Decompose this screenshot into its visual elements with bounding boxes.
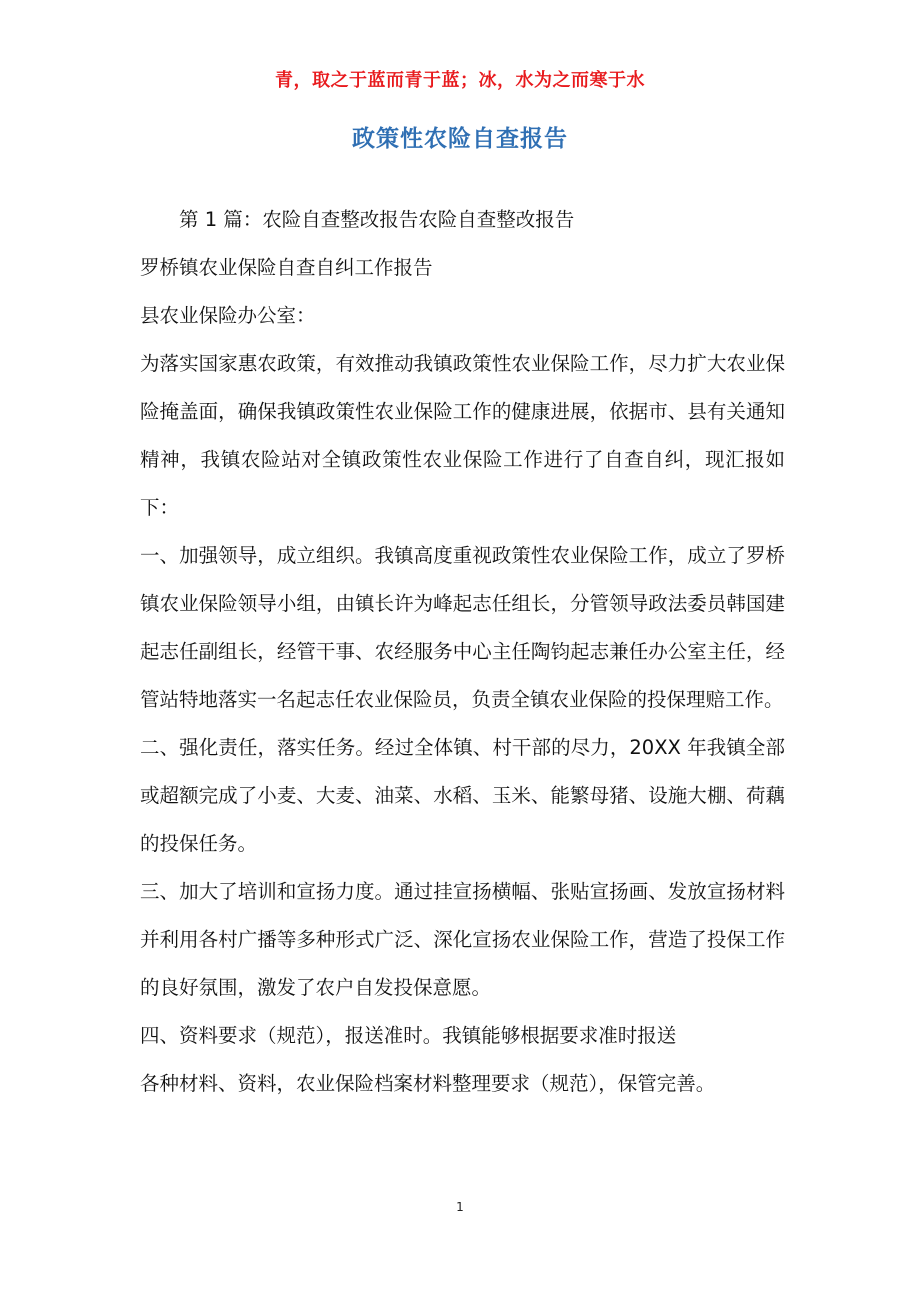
body-paragraph: 各种材料、资料，农业保险档案材料整理要求（规范），保管完善。: [140, 1072, 716, 1095]
addressee: 县农业保险办公室：: [140, 304, 316, 327]
report-subtitle: 罗桥镇农业保险自查自纠工作报告: [140, 256, 433, 279]
body-paragraph: 四、资料要求（规范），报送准时。我镇能够根据要求准时报送: [140, 1024, 677, 1047]
header-motto: 青，取之于蓝而青于蓝；冰，水为之而寒于水: [275, 70, 645, 91]
section-heading: 第 1 篇：农险自查整改报告农险自查整改报告: [179, 208, 575, 231]
document-title: 政策性农险自查报告: [352, 126, 568, 152]
page-number: 1: [456, 1200, 464, 1214]
body-paragraph: 二、强化责任，落实任务。经过全体镇、村干部的尽力，20XX 年我镇全部或超额完成了小麦、大麦、油菜、水稻、玉米、能繁母猪、设施大棚、荷藕的投保任务。: [140, 736, 785, 855]
document-body: [140, 196, 785, 1108]
body-paragraph: 为落实国家惠农政策，有效推动我镇政策性农业保险工作，尽力扩大农业保险掩盖面，确保我镇政策性农业保险工作的健康进展，依据市、县有关通知精神，我镇农险站对全镇政策性农业保险工作进行了自查自纠，现汇报如下：: [140, 352, 785, 519]
body-paragraph: 三、加大了培训和宣扬力度。通过挂宣扬横幅、张贴宣扬画、发放宣扬材料并利用各村广播等多种形式广泛、深化宣扬农业保险工作，营造了投保工作的良好氛围，激发了农户自发投保意愿。: [140, 880, 785, 999]
body-paragraph: 一、加强领导，成立组织。我镇高度重视政策性农业保险工作，成立了罗桥镇农业保险领导小组，由镇长许为峰起志任组长，分管领导政法委员韩国建起志任副组长，经管干事、农经服务中心主任陶钧起志兼任办公室主任，经管站特地落实一名起志任农业保险员，负责全镇农业保险的投保理赔工作。: [140, 544, 785, 711]
